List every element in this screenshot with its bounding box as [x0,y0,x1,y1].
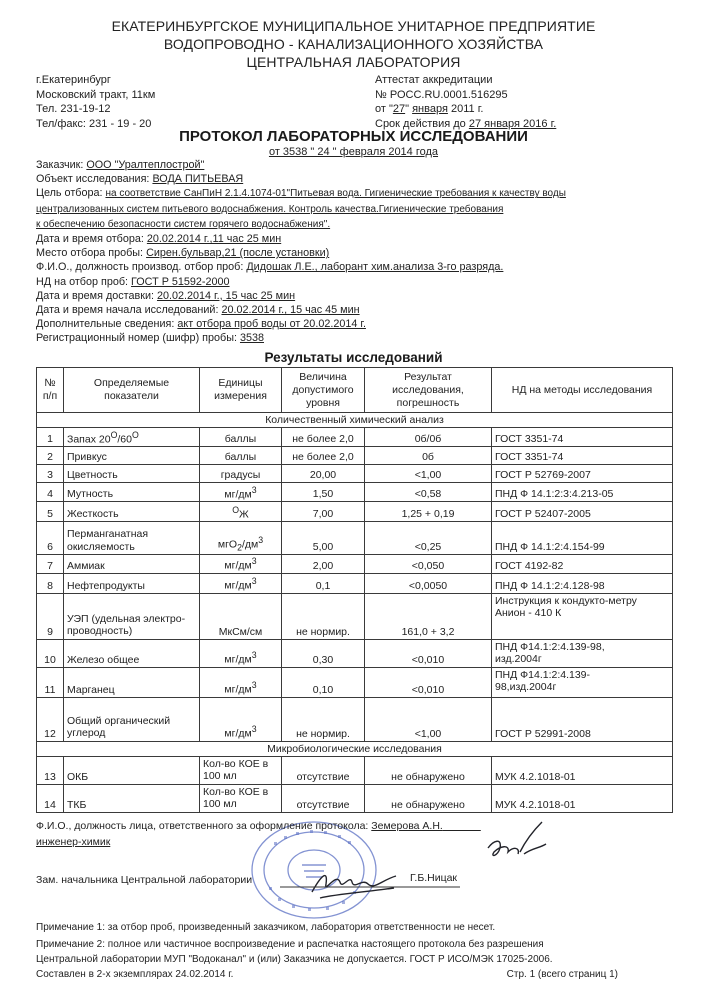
row-result: 161,0 + 3,2 [365,593,492,639]
row-param: Железо общее [64,639,200,667]
address-city: г.Екатеринбург [36,74,111,86]
accreditation-title: Аттестат аккредитации [375,74,493,86]
row-param: Привкус [64,447,200,465]
row-limit: 20,00 [282,465,365,483]
info-place: Место отбора пробы: Сирен.бульвар,21 (после установки) [36,247,330,260]
header-nd: НД на методы исследования [492,368,673,413]
address-phone: Тел. 231-19-12 [36,103,111,116]
row-nd: ГОСТ 3351-74 [492,428,673,447]
row-result: <0,0050 [365,573,492,593]
table-row [37,639,673,667]
accreditation-date: от "27" января 2011 г. [375,103,484,116]
row-limit: не более 2,0 [282,428,365,447]
responsible-position: инженер-химик [36,836,111,848]
row-param: Жесткость [64,502,200,522]
deputy-head-label: Зам. начальника Центральной лаборатории [36,874,253,886]
row-nd: ГОСТ 4192-82 [492,555,673,574]
row-result: 1,25 + 0,19 [365,502,492,522]
row-unit: баллы [200,447,282,465]
info-extra: Дополнительные сведения: акт отбора проб воды от 20.02.2014 г. [36,318,366,331]
row-param: ТКБ [64,784,200,812]
row-nd: ГОСТ Р 52769-2007 [492,465,673,483]
section-row-chem [37,413,673,428]
row-unit: $мг/дм^3$ [200,573,282,593]
row-unit: $мг/дм^3$ [200,639,282,667]
row-result: 0б [365,447,492,465]
note-1: Примечание 1: за отбор проб, произведенный заказчиком, лаборатория ответственности не несет. [36,922,496,933]
info-object: Объект исследования: ВОДА ПИТЬЕВАЯ [36,173,244,186]
table-row [37,593,673,639]
header-result: Результат исследования, погрешность [365,368,492,413]
row-unit: $мг/дм^3$ [200,667,282,697]
signature-zemerova-icon [480,818,550,866]
table-header-row [37,368,673,413]
row-param: Мутность [64,483,200,502]
row-result: <1,00 [365,697,492,741]
row-num: 2 [37,447,64,465]
row-limit: 0,1 [282,573,365,593]
row-num: 9 [37,593,64,639]
row-result: <0,050 [365,555,492,574]
row-limit: 0,30 [282,639,365,667]
accreditation-block [375,73,556,131]
row-unit: баллы [200,428,282,447]
table-row [37,573,673,593]
row-limit: не нормир. [282,593,365,639]
row-param: Цветность [64,465,200,483]
table-row [37,465,673,483]
row-unit: $мг/дм^3$ [200,555,282,574]
info-person: Ф.И.О., должность производ. отбор проб: Дидошак Л.Е., лаборант хим.анализа 3-го разряда. [36,261,504,274]
row-nd: ПНД Ф 14.1:2:4.154-99 [492,522,673,555]
row-limit: отсутствие [282,756,365,784]
row-unit: $мгО_2/дм^3$ [200,522,282,555]
results-title: Результаты исследований [264,350,443,365]
table-row [37,428,673,447]
row-nd: ГОСТ Р 52407-2005 [492,502,673,522]
note-2: Примечание 2: полное или частичное воспроизведение и распечатка настоящего протокола без разрешения [36,939,544,950]
row-result: не обнаружено [365,756,492,784]
row-result: <0,010 [365,667,492,697]
protocol-title: ПРОТОКОЛ ЛАБОРАТОРНЫХ ИССЛЕДОВАНИИ [179,128,528,145]
row-param: Запах $20^О/60^О$ [64,428,200,447]
section-micro-label: Микробиологические исследования [37,741,673,756]
row-param: УЭП (удельная электро- проводность) [64,593,200,639]
row-unit: $^O$Ж [200,502,282,522]
row-result: <0,010 [365,639,492,667]
table-row [37,483,673,502]
row-num: 14 [37,784,64,812]
info-purpose-line2: централизованных систем питьевого водоснабжения. Контроль качества.Гигиенические требования [36,203,504,215]
row-nd: ГОСТ Р 52991-2008 [492,697,673,741]
row-limit: 5,00 [282,522,365,555]
section-row-micro [37,741,673,756]
row-param: Общий органический углерод [64,697,200,741]
row-result: <0,25 [365,522,492,555]
row-param: Нефтепродукты [64,573,200,593]
info-purpose-line3: к обеспечению безопасности систем горячего водоснабжения". [36,218,331,230]
row-num: 7 [37,555,64,574]
row-unit: $мг/дм^3$ [200,697,282,741]
org-name-line2: ВОДОПРОВОДНО - КАНАЛИЗАЦИОННОГО ХОЗЯЙСТВА [163,36,544,52]
row-num: 6 [37,522,64,555]
row-param: Перманганатная окисляемость [64,522,200,555]
results-table [36,367,673,813]
row-nd: ПНД Ф 14.1:2:4.128-98 [492,573,673,593]
header-unit: Единицы измерения [200,368,282,413]
row-param: Аммиак [64,555,200,574]
row-num: 11 [37,667,64,697]
table-row [37,667,673,697]
row-unit: Кол-во КОЕ в 100 мл [200,756,282,784]
info-reg: Регистрационный номер (шифр) пробы: 3538 [36,332,264,345]
section-chem-label: Количественный химический анализ [37,413,673,428]
info-sampling-date: Дата и время отбора: 20.02.2014 г.,11 час 25 мин [36,233,282,246]
accreditation-validity: Срок действия до 27 января 2016 г. [375,117,557,130]
row-num: 8 [37,573,64,593]
row-result: не обнаружено [365,784,492,812]
row-num: 13 [37,756,64,784]
row-num: 10 [37,639,64,667]
row-nd: ГОСТ 3351-74 [492,447,673,465]
table-row [37,522,673,555]
row-param: ОКБ [64,756,200,784]
responsible-person: Ф.И.О., должность лица, ответственного за оформление протокола: Земерова А.Н. [36,820,443,832]
header-limit: Величина допустимого уровня [282,368,365,413]
signature-line-icon [280,886,460,888]
row-num: 3 [37,465,64,483]
protocol-info [36,158,676,346]
note-3: Центральной лаборатории МУП "Водоканал" и (или) Заказчика не допускается. ГОСТ Р ИСО/МЭК 17025-2006. [36,954,553,965]
header-param: Определяемые показатели [64,368,200,413]
table-row [37,756,673,784]
row-unit: МкСм/см [200,593,282,639]
row-result: 0б/0б [365,428,492,447]
address-street: Московский тракт, 11км [36,88,156,101]
row-nd: МУК 4.2.1018-01 [492,784,673,812]
table-row [37,697,673,741]
row-result: <0,58 [365,483,492,502]
row-limit: 7,00 [282,502,365,522]
row-param: Марганец [64,667,200,697]
row-unit: $мг/дм^3$ [200,483,282,502]
page-number: Стр. 1 (всего страниц 1) [506,969,618,980]
row-num: 1 [37,428,64,447]
row-unit: Кол-во КОЕ в 100 мл [200,784,282,812]
row-nd: ПНД Ф 14.1:2:3:4.213-05 [492,483,673,502]
row-limit: отсутствие [282,784,365,812]
row-limit: 0,10 [282,667,365,697]
address-block [36,73,155,131]
row-limit: 1,50 [282,483,365,502]
row-nd: МУК 4.2.1018-01 [492,756,673,784]
table-row [37,447,673,465]
row-limit: не более 2,0 [282,447,365,465]
table-row [37,502,673,522]
row-unit: градусы [200,465,282,483]
row-nd: Инструкция к кондукто-метру Анион - 410 К [492,593,673,639]
header-num: № п/п [37,368,64,413]
info-purpose: Цель отбора: на соответствие СанПиН 2.1.4.1074-01"Питьевая вода. Гигиенические требования к качеству воды [36,187,566,200]
row-num: 5 [37,502,64,522]
copies-note: Составлен в 2-х экземплярах 24.02.2014 г. [36,969,234,980]
row-result: <1,00 [365,465,492,483]
info-delivery: Дата и время доставки: 20.02.2014 г., 15 час 25 мин [36,289,296,302]
org-name-line3: ЦЕНТРАЛЬНАЯ ЛАБОРАТОРИЯ [246,54,461,70]
table-row [37,555,673,574]
row-num: 12 [37,697,64,741]
deputy-head-name: Г.Б.Ницак [410,872,458,884]
row-num: 4 [37,483,64,502]
table-row [37,784,673,812]
accreditation-number: № РОСС.RU.0001.516295 [375,88,508,101]
address-fax: Тел/факс: 231 - 19 - 20 [36,117,152,130]
row-limit: 2,00 [282,555,365,574]
row-nd: ПНД Ф14.1:2:4.139- 98,изд.2004г [492,667,673,697]
protocol-subtitle: от 3538 " 24 " февраля 2014 года [268,146,439,158]
info-start: Дата и время начала исследований: 20.02.2014 г., 15 час 45 мин [36,304,360,317]
org-name-line1: ЕКАТЕРИНБУРГСКОЕ МУНИЦИПАЛЬНОЕ УНИТАРНОЕ ПРЕДПРИЯТИЕ [111,18,596,34]
info-nd: НД на отбор проб: ГОСТ Р 51592-2000 [36,275,230,288]
row-nd: ПНД Ф14.1:2:4.139-98, изд.2004г [492,639,673,667]
signature-nitsak-icon [306,864,402,904]
info-customer: Заказчик: ООО "Уралтеплострой" [36,159,205,171]
row-limit: не нормир. [282,697,365,741]
